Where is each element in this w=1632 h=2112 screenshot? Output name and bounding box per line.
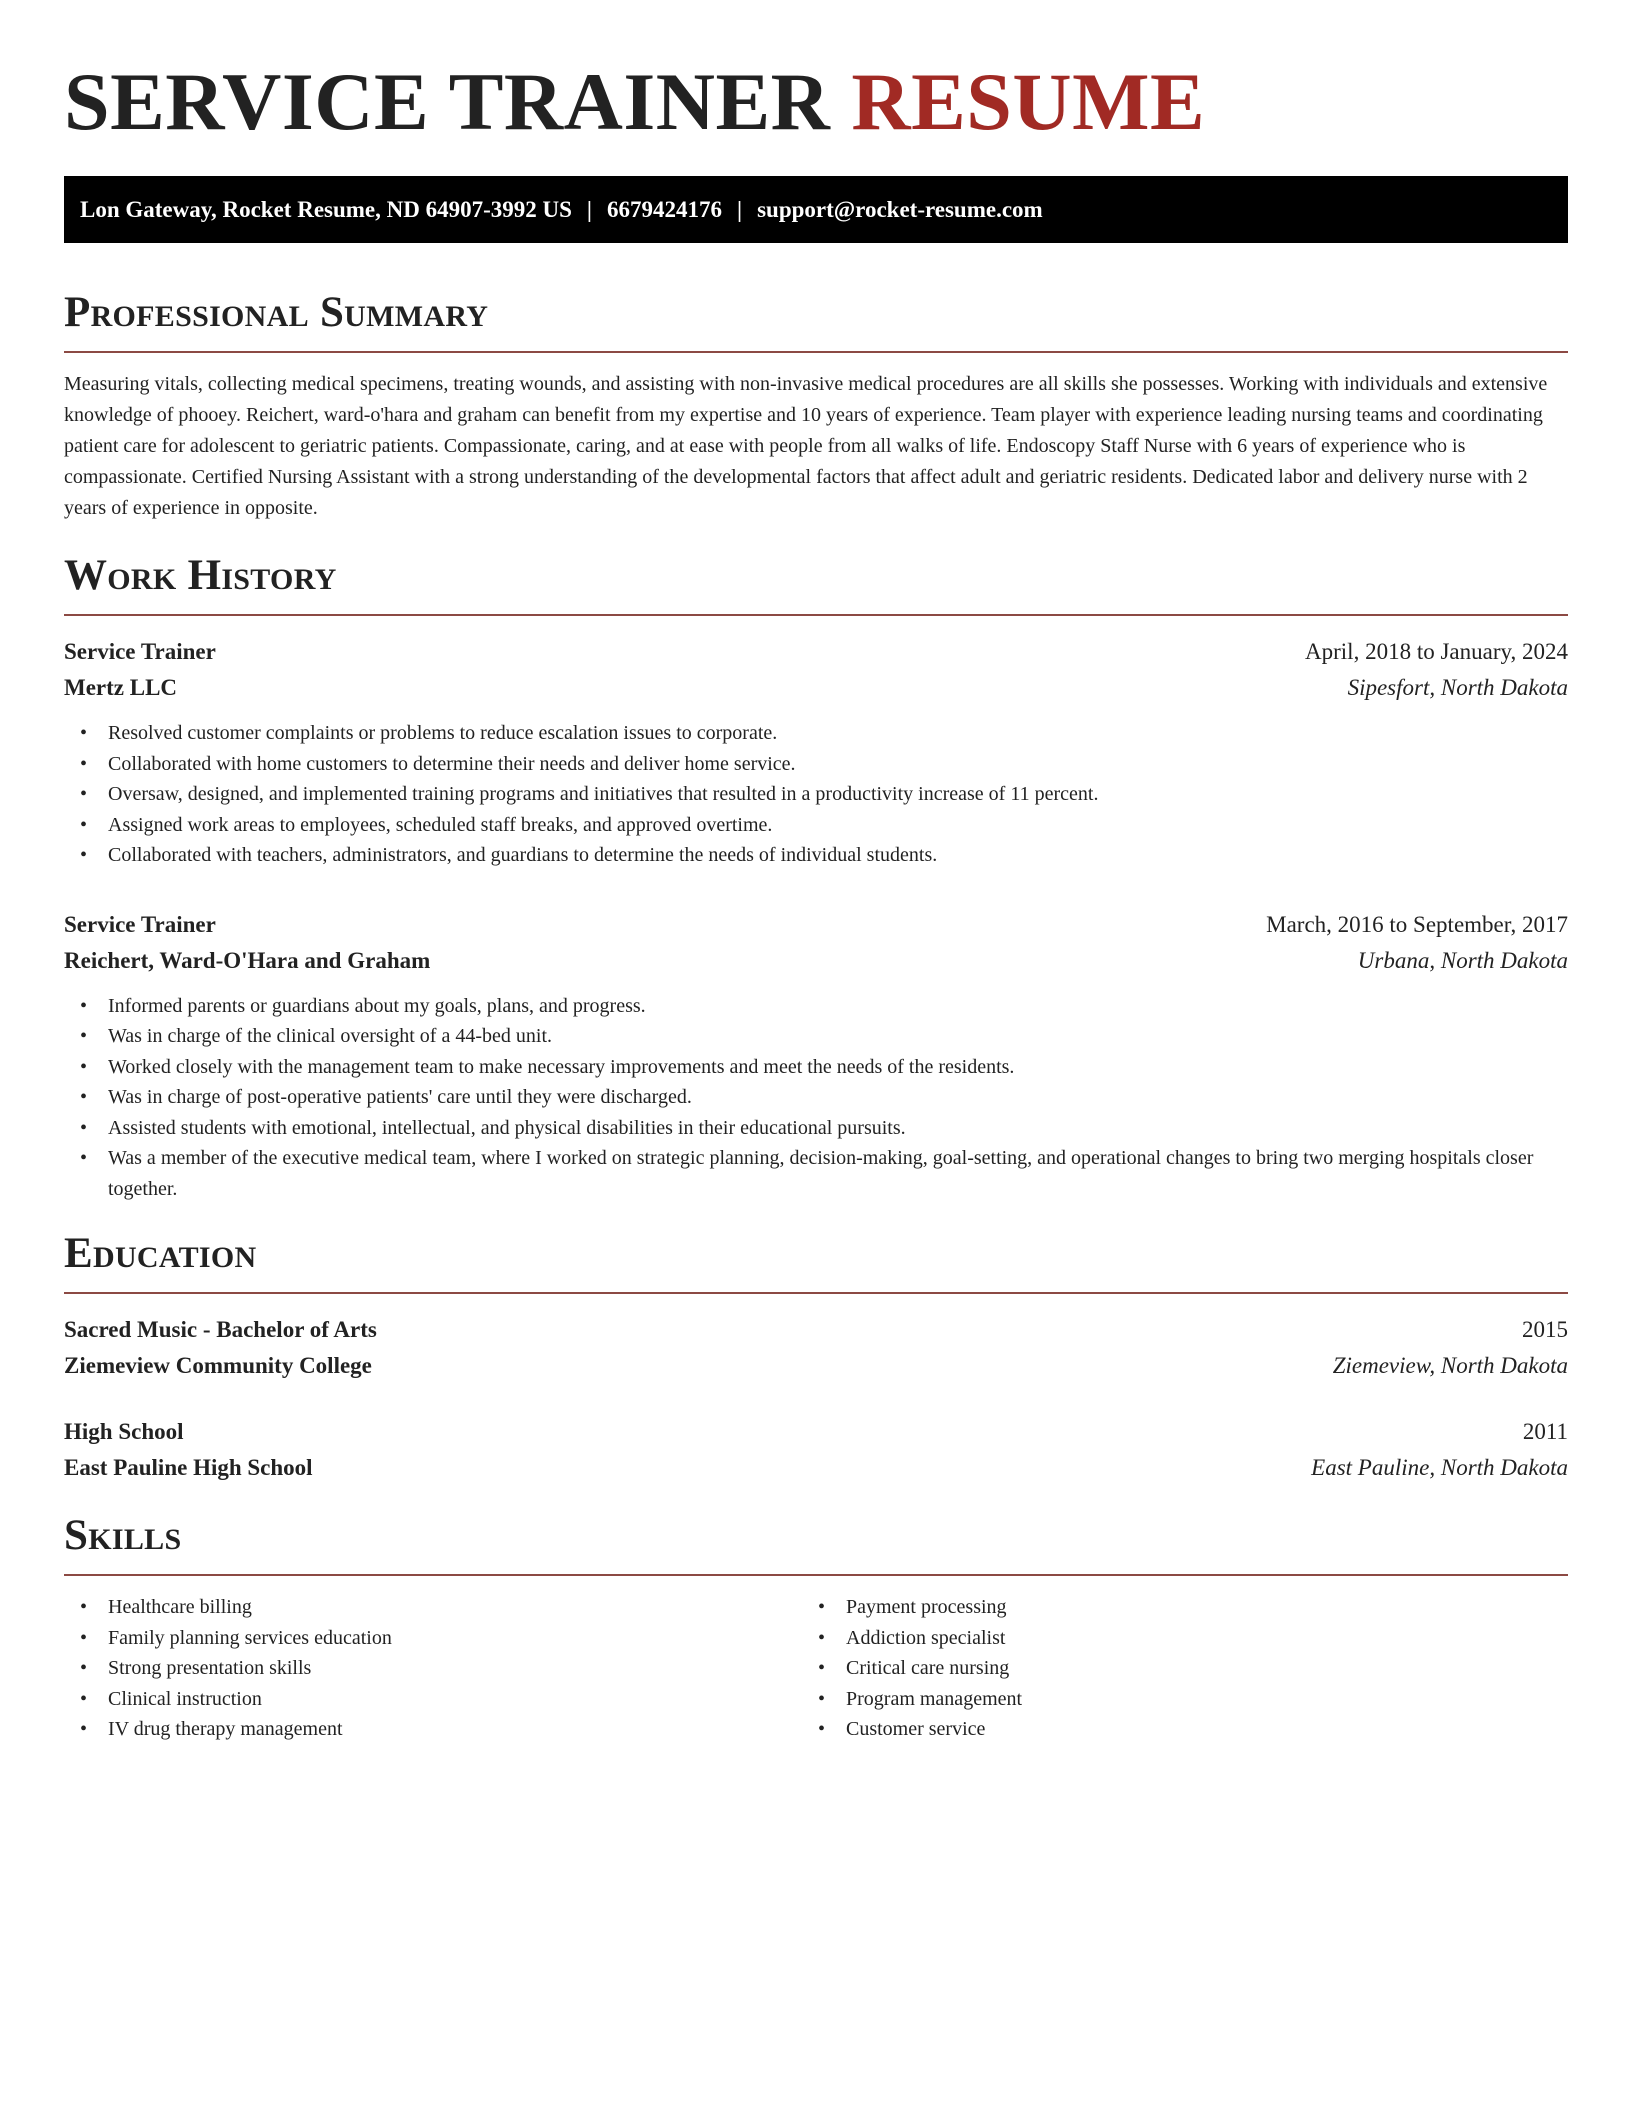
education-year: 2015 <box>1522 1317 1568 1342</box>
job-entry <box>64 634 1568 871</box>
skills-list-left <box>64 1592 802 1745</box>
job-bullet: • Assisted students with emotional, intellectual, and physical disabilities in their educational pursuits. <box>64 1113 1568 1144</box>
section-heading-work: Work History <box>64 552 337 599</box>
education-header-row <box>64 1312 1568 1348</box>
job-bullet: • Was in charge of the clinical oversight of a 44-bed unit. <box>64 1021 1568 1052</box>
job-bullet: • Was a member of the executive medical team, where I worked on strategic planning, decision-making, goal-setting, and operational changes to bring two merging hospitals closer together. <box>64 1143 1568 1204</box>
education-entry <box>64 1312 1568 1384</box>
skill-item: • Customer service <box>802 1714 1540 1745</box>
title-accent: RESUME <box>851 56 1206 147</box>
education-school: East Pauline High School <box>64 1455 313 1480</box>
education-school: Ziemeview Community College <box>64 1353 372 1378</box>
job-bullet: • Collaborated with home customers to determine their needs and deliver home service. <box>64 749 1568 780</box>
job-title: Service Trainer <box>64 911 216 937</box>
education-school-row <box>64 1450 1568 1486</box>
job-dates: April, 2018 to January, 2024 <box>1305 639 1568 664</box>
title-main: SERVICE TRAINER <box>64 56 831 147</box>
job-bullet: • Informed parents or guardians about my goals, plans, and progress. <box>64 991 1568 1022</box>
skill-item: • Payment processing <box>802 1592 1540 1623</box>
skills-list-right <box>802 1592 1540 1745</box>
education-degree: High School <box>64 1419 184 1444</box>
skills-columns <box>64 1592 1568 1745</box>
job-header-row <box>64 907 1568 943</box>
section-heading-summary: Professional Summary <box>64 289 489 336</box>
skill-item: • Clinical instruction <box>64 1684 802 1715</box>
education-entry <box>64 1414 1568 1486</box>
section-divider <box>64 351 1568 353</box>
education-degree: Sacred Music - Bachelor of Arts <box>64 1317 377 1342</box>
contact-phone: 6679424176 <box>607 196 722 222</box>
section-heading-skills: Skills <box>64 1512 182 1559</box>
job-bullet: • Assigned work areas to employees, scheduled staff breaks, and approved overtime. <box>64 810 1568 841</box>
job-bullet: • Was in charge of post-operative patients' care until they were discharged. <box>64 1082 1568 1113</box>
job-location: Urbana, North Dakota <box>1357 947 1568 973</box>
resume-title <box>64 54 1568 150</box>
job-location: Sipesfort, North Dakota <box>1347 675 1568 700</box>
job-entry <box>64 907 1568 1205</box>
section-heading-education: Education <box>64 1230 257 1277</box>
education-section <box>64 1228 1568 1486</box>
contact-email: support@rocket-resume.com <box>757 196 1043 222</box>
job-header-row <box>64 634 1568 670</box>
section-divider <box>64 1574 1568 1576</box>
section-divider <box>64 1292 1568 1294</box>
job-bullets <box>64 991 1568 1205</box>
job-bullet: • Oversaw, designed, and implemented training programs and initiatives that resulted in a productivity increase of 11 percent. <box>64 779 1568 810</box>
education-location: Ziemeview, North Dakota <box>1332 1353 1568 1378</box>
job-dates: March, 2016 to September, 2017 <box>1266 911 1568 937</box>
education-school-row <box>64 1348 1568 1384</box>
contact-address: Lon Gateway, Rocket Resume, ND 64907-3992 US <box>80 196 572 222</box>
skills-section <box>64 1510 1568 1745</box>
job-company-row <box>64 670 1568 706</box>
job-company: Mertz LLC <box>64 675 178 700</box>
job-bullet: • Worked closely with the management team to make necessary improvements and meet the needs of the residents. <box>64 1052 1568 1083</box>
skill-item: • Strong presentation skills <box>64 1653 802 1684</box>
section-divider <box>64 614 1568 616</box>
education-location: East Pauline, North Dakota <box>1311 1455 1568 1480</box>
job-company-row <box>64 943 1568 979</box>
summary-text: Measuring vitals, collecting medical specimens, treating wounds, and assisting with non-invasive medical procedures are all skills she possesses. Working with individuals and extensive knowledge of phooey. Reichert, ward-o'hara and graham can benefit from my expertise and 10 years of experience. Team player with experience leading nursing teams and coordinating patient care for adolescent to geriatric patients. Compassionate, caring, and at ease with people from all walks of life. Endoscopy Staff Nurse with 6 years of experience who is compassionate. Certified Nursing Assistant with a strong understanding of the developmental factors that affect adult and geriatric residents. Dedicated labor and delivery nurse with 2 years of experience in opposite. <box>64 373 1548 519</box>
job-bullets <box>64 718 1568 871</box>
skill-item: • IV drug therapy management <box>64 1714 802 1745</box>
job-company: Reichert, Ward-O'Hara and Graham <box>64 947 431 973</box>
skill-item: • Healthcare billing <box>64 1592 802 1623</box>
skill-item: • Critical care nursing <box>802 1653 1540 1684</box>
job-bullet: • Resolved customer complaints or problems to reduce escalation issues to corporate. <box>64 718 1568 749</box>
skill-item: • Addiction specialist <box>802 1623 1540 1654</box>
education-header-row <box>64 1414 1568 1450</box>
professional-summary-section <box>64 287 1568 524</box>
work-history-section <box>64 550 1568 1204</box>
contact-bar <box>64 176 1568 243</box>
skill-item: • Family planning services education <box>64 1623 802 1654</box>
job-bullet: • Collaborated with teachers, administrators, and guardians to determine the needs of individual students. <box>64 840 1568 871</box>
education-year: 2011 <box>1522 1419 1568 1444</box>
contact-separator: | <box>737 196 743 222</box>
contact-separator: | <box>586 196 592 222</box>
job-title: Service Trainer <box>64 639 216 664</box>
skill-item: • Program management <box>802 1684 1540 1715</box>
